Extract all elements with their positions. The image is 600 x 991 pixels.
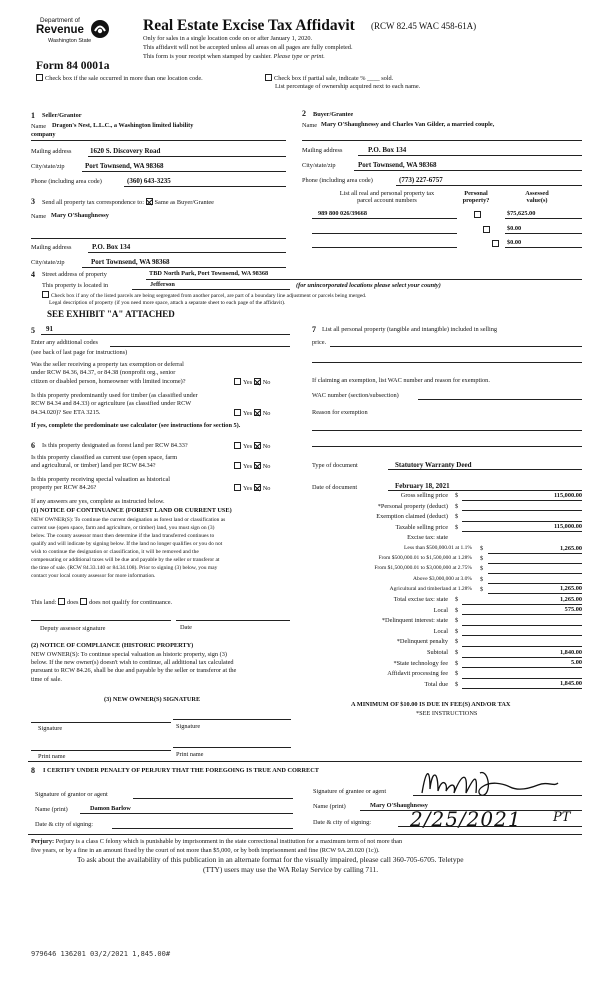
divider: [462, 657, 582, 658]
tax-line-amount[interactable]: 575.00: [564, 606, 582, 614]
grantee-date-written[interactable]: 2/25/2021: [410, 807, 522, 831]
s6-q2: [31, 454, 177, 471]
dollar-sign: $: [455, 659, 459, 667]
tax-line-label: Above $3,000,000 at 3.0%: [413, 575, 472, 582]
divider: [312, 446, 582, 447]
codes-note: (see back of last page for instructions): [31, 349, 128, 356]
same-as-buyer: Same as Buyer/Grantee: [154, 199, 214, 206]
q-line: Is this property receiving special valuation as historical: [31, 476, 171, 483]
form-title-ref: (RCW 82.45 WAC 458-61A): [371, 21, 477, 31]
checkbox-yes[interactable]: [234, 409, 241, 416]
grantee-date-label: Date & city of signing:: [313, 819, 372, 826]
divider: [146, 279, 582, 280]
this-land-label: This land:: [31, 599, 57, 606]
does-label: does: [66, 599, 79, 606]
tax-line-label: From $500,000.01 to $1,500,000 at 1.28%: [378, 555, 472, 562]
q1-line: citizen or disabled person, homeowner with limited income)?: [31, 377, 186, 385]
checkbox-yes[interactable]: [234, 378, 241, 385]
checkbox-no[interactable]: [254, 378, 261, 385]
personal-header-2: property?: [462, 197, 490, 205]
divider: [112, 828, 293, 829]
s3-mail-label: Mailing address: [31, 244, 72, 251]
partial-sale-check[interactable]: Check box if partial sale, indicate % ____ sold.: [265, 74, 393, 82]
tax-line-amount[interactable]: 115,000.00: [554, 523, 582, 531]
q-line: property per RCW 84.26?: [31, 484, 97, 492]
deputy-signature-label: Deputy assessor signature: [40, 625, 106, 632]
s5-q1: [31, 361, 186, 386]
assessed-value[interactable]: $75,625.00: [507, 210, 536, 217]
signature-label: Signature: [176, 723, 201, 730]
s6-q1-answer[interactable]: [234, 442, 270, 450]
notice-line: pursuant to RCW 84.26, shall be due and payable by the seller or transferor at the: [31, 667, 237, 675]
tax-line-label: Local: [433, 606, 448, 614]
tax-line-amount[interactable]: 1,845.00: [559, 680, 582, 688]
dollar-sign: $: [455, 638, 459, 646]
divider: [31, 750, 171, 751]
tax-line-label: Gross selling price: [400, 492, 448, 499]
tax-line-label: Agricultural and timberland at 1.28%: [389, 585, 472, 592]
grantee-signature-label: Signature of grantee or agent: [313, 788, 387, 795]
s6-note: If any answers are yes, complete as instructed below.: [31, 498, 165, 505]
s5-q2-answer[interactable]: [234, 409, 270, 417]
q2-line: 84.34.020)? See ETA 3215.: [31, 408, 101, 416]
parcel-header-2: parcel account numbers: [357, 197, 417, 205]
s5-q1-answer[interactable]: [234, 378, 270, 386]
no-label: No: [262, 410, 271, 417]
q2-line: RCW 84.34 and 84.33) or agriculture (as classified under RCW: [31, 400, 192, 408]
notice-line: below. If the new owner(s) doesn't wish to continue, all additional tax calculated: [31, 659, 234, 667]
divider: [488, 553, 582, 554]
buyer-name[interactable]: Mary O'Shaughnessy and Charles Van Gilder, a married couple,: [321, 121, 495, 128]
s2-number: 2: [302, 109, 306, 118]
divider: [398, 826, 582, 827]
receipt-note: This form is your receipt when stamped by cashier.: [143, 53, 272, 60]
divider: [82, 171, 286, 172]
dollar-sign: $: [480, 575, 484, 583]
divider: [462, 678, 582, 679]
notice1-text: [31, 516, 225, 580]
washington-seal-icon: [90, 19, 110, 39]
personal-property-checkbox[interactable]: [474, 211, 481, 218]
divider: [418, 399, 582, 400]
dollar-sign: $: [455, 649, 459, 656]
land-use-code[interactable]: 91: [46, 325, 53, 333]
document-type[interactable]: Statutory Warranty Deed: [395, 461, 472, 469]
partial-label: Check box if partial sale, indicate %: [274, 75, 366, 82]
checkbox-yes[interactable]: [234, 442, 241, 449]
checkbox[interactable]: [146, 198, 153, 205]
dollar-sign: $: [455, 523, 459, 531]
divider: [462, 521, 582, 522]
divider: [173, 747, 291, 748]
continuance-row: [31, 598, 172, 606]
wac-label: WAC number (section/subsection): [312, 392, 399, 399]
s5-q2: [31, 392, 198, 417]
buyer-city[interactable]: Port Townsend, WA 98368: [358, 161, 437, 169]
divider: [488, 583, 582, 584]
assessed-value[interactable]: $0.00: [507, 225, 522, 232]
s3-name-label: Name: [31, 213, 47, 220]
grantor-name-label: Name (print): [35, 806, 68, 813]
divider: [133, 798, 293, 799]
checkbox[interactable]: [36, 74, 43, 81]
tax-line-amount[interactable]: 1,840.00: [559, 648, 582, 656]
divider: [462, 625, 582, 626]
assessed-header-1: Assessed: [525, 190, 549, 197]
print-name-label: Print name: [176, 751, 204, 758]
subtitle-2: This affidavit will not be accepted unless all areas on all pages are fully completed.: [143, 44, 353, 51]
tax-line-label: Excise tax: state: [407, 534, 448, 542]
tax-line-label: *Personal property (deduct): [377, 502, 448, 510]
dollar-sign: $: [455, 680, 459, 688]
s6-q2-answer[interactable]: [234, 462, 270, 470]
divider: [462, 510, 582, 511]
tax-line-label: Local: [433, 627, 448, 635]
legal-description-label: Legal description of property (if you need more space, attach a separate sheet to each page of the affidavit).: [49, 300, 286, 306]
seller-phone[interactable]: (360) 643-3235: [127, 177, 171, 185]
segregated-check[interactable]: [42, 291, 366, 299]
agency-name: Revenue: [36, 24, 84, 36]
new-owner-signature-heading: (3) NEW OWNER(S) SIGNATURE: [104, 696, 201, 703]
seller-name[interactable]: Dragon's Nest, L.L.C., a Washington limited liability: [52, 122, 194, 129]
dollar-sign: $: [455, 492, 459, 499]
assessed-value[interactable]: $0.00: [507, 239, 522, 246]
s2-mail-label: Mailing address: [302, 147, 343, 154]
divider: [358, 155, 582, 156]
alt-format-note: To ask about the availability of this publication in an alternate format for the visually impaired, please call 360-705-6705. Teletype: [77, 855, 464, 864]
checkbox-no[interactable]: [254, 462, 261, 469]
print-name-label: Print name: [38, 753, 66, 760]
minimum-due-note: A MINIMUM OF $10.00 IS DUE IN FEE(S) AND/OR TAX: [351, 701, 511, 708]
dollar-sign: $: [480, 565, 484, 573]
yes-label: Yes: [243, 410, 253, 417]
form-title: Real Estate Excise Tax Affidavit: [143, 17, 355, 34]
divider: [462, 635, 582, 636]
s6-q3-answer[interactable]: [234, 484, 270, 492]
notice-line: contact your local county assessor for more information.: [31, 573, 156, 579]
dollar-sign: $: [480, 555, 484, 563]
notice-line: qualify and will indicate by signing below. If the land no longer qualifies or you do not: [31, 541, 223, 547]
buyer-mailing-address[interactable]: P.O. Box 134: [368, 146, 407, 154]
property-address[interactable]: TBD North Park, Port Townsend, WA 98368: [149, 270, 269, 277]
notice-line: the time of sale. (RCW 84.33.140 or 84.34.108). Prior to signing (3) below, you may: [31, 565, 218, 571]
s7-number: 7: [312, 325, 316, 334]
s7-text2: price.: [312, 339, 327, 346]
correspondence-city[interactable]: Port Townsend, WA 98368: [91, 258, 170, 266]
county-note: (for unincorporated locations please select your county): [296, 282, 441, 289]
s3-label: Send all property tax correspondence to:: [42, 199, 144, 206]
no-label: No: [262, 463, 271, 470]
divider: [462, 688, 582, 689]
notice-line: below. The county assessor must then determine if the land transferred continues to: [31, 533, 215, 539]
divider: [413, 795, 582, 796]
checkbox-no[interactable]: [254, 409, 261, 416]
agency-line1: Department of: [40, 17, 80, 24]
s3-city-label: City/state/zip: [31, 259, 65, 266]
notice-line: current use (open space, farm and agriculture, or timber) land, you must sign on (3): [31, 525, 215, 531]
perjury-line1: Perjury is a class C felony which is punishable by imprisonment in the state correctional institution for a maximum term of not more than: [55, 838, 403, 845]
exhibit-a: SEE EXHIBIT "A" ATTACHED: [47, 309, 175, 319]
checkbox[interactable]: [42, 291, 49, 298]
no-label: No: [262, 485, 271, 492]
see-instructions: *SEE INSTRUCTIONS: [416, 710, 478, 717]
correspondence-mailing[interactable]: P.O. Box 134: [92, 243, 131, 251]
perjury-text: [31, 838, 584, 845]
tax-line-label: Taxable selling price: [395, 523, 448, 531]
agency-state: Washington State: [48, 38, 92, 44]
s1-heading: Seller/Grantor: [42, 112, 82, 119]
notice2-title: (2) NOTICE OF COMPLIANCE (HISTORIC PROPERTY): [31, 642, 194, 649]
personal-property-checkbox[interactable]: [483, 226, 490, 233]
personal-col-header: [456, 190, 496, 204]
segregated-label: Check box if any of the listed parcels are being segregated from another parcel, are part of a boundary line adjustment or parcels being merged.: [51, 293, 367, 299]
docdate-label: Date of document: [312, 484, 358, 491]
divider: [505, 247, 582, 248]
form-number: Form 84 0001a: [36, 60, 110, 72]
yes-label: Yes: [243, 485, 253, 492]
divider: [462, 614, 582, 615]
notice-line: time of sale.: [31, 675, 62, 683]
divider: [88, 252, 286, 253]
notice-line: compensating or additional taxes will be due and payable by the seller or transferor at: [31, 557, 220, 563]
assessed-col-header: [512, 190, 562, 204]
divider: [31, 238, 286, 239]
notice-line: wish to continue the designation or classification, it will be removed and the: [31, 549, 199, 555]
s2-heading: Buyer/Grantee: [313, 111, 354, 118]
divider: [31, 722, 171, 723]
divider: [312, 247, 457, 248]
doctype-label: Type of document: [312, 462, 358, 469]
divider: [28, 761, 582, 762]
additional-codes-label: Enter any additional codes: [31, 339, 98, 346]
tax-line-amount[interactable]: 1,265.00: [559, 595, 582, 603]
multi-location-check[interactable]: [36, 74, 203, 82]
s2-phone-label: Phone (including area code): [302, 177, 373, 184]
q-line: and agricultural, or timber) land per RCW 84.34?: [31, 462, 156, 470]
tax-line-label: Total due: [424, 680, 448, 688]
divider: [330, 346, 582, 347]
seller-name-line2[interactable]: company: [31, 131, 56, 138]
s8-number: 8: [31, 766, 35, 775]
buyer-phone[interactable]: (773) 227-6757: [399, 176, 443, 184]
yes-label: Yes: [243, 379, 253, 386]
seller-city[interactable]: Port Townsend, WA 98368: [85, 162, 164, 170]
dollar-sign: $: [455, 502, 459, 510]
no-label: No: [262, 379, 271, 386]
dollar-sign: $: [455, 670, 459, 678]
s3-number: 3: [31, 197, 35, 206]
s5-number: 5: [31, 326, 35, 335]
divider: [312, 218, 457, 219]
q1-line: under RCW 84.36, 84.37, or 84.38 (nonprofit org., senior: [31, 369, 176, 377]
divider: [312, 233, 457, 234]
s6-number: 6: [31, 441, 35, 450]
s5-note: If yes, complete the predominate use calculator (see instructions for section 5).: [31, 422, 241, 429]
property-county[interactable]: Jefferson: [150, 281, 175, 288]
checkbox-no[interactable]: [254, 484, 261, 491]
s1-name-label: Name: [31, 123, 47, 130]
yes-label: Yes: [243, 443, 253, 450]
seller-mailing-address[interactable]: 1620 S. Discovery Road: [90, 147, 161, 155]
divider: [488, 563, 582, 564]
divider: [176, 620, 290, 621]
divider: [354, 170, 582, 171]
parcel-col-header: [312, 190, 462, 204]
s6-q1: Is this property designated as forest land per RCW 84.33?: [42, 442, 188, 449]
s4-label: Street address of property: [42, 271, 107, 278]
dor-logo: [36, 17, 114, 53]
divider: [302, 140, 582, 141]
divider: [388, 469, 582, 470]
reason-label: Reason for exemption: [312, 409, 368, 416]
q2-line: Is this property predominantly used for timber (as classified under: [31, 392, 198, 399]
certification: I CERTIFY UNDER PENALTY OF PERJURY THAT THE FOREGOING IS TRUE AND CORRECT: [43, 767, 319, 774]
checkbox-does-not[interactable]: [80, 598, 87, 605]
exemption-claim-label: If claiming an exemption, list WAC number and reason for exemption.: [312, 377, 490, 384]
subtitle-1: Only for sales in a single location code on or after January 1, 2020.: [143, 35, 313, 42]
divider: [396, 185, 582, 186]
correspondence-name[interactable]: Mary O'Shaughnessy: [51, 212, 109, 219]
checkbox-yes[interactable]: [234, 484, 241, 491]
dollar-sign: $: [480, 545, 484, 552]
perjury-line2: five years, or by a fine in an amount fixed by the court of not more than $5,000, or by both imprisonment and fine (RCW 9A.20.020 (1c)).: [31, 847, 380, 854]
s1-phone-label: Phone (including area code): [31, 178, 102, 185]
tax-line-amount[interactable]: 5.00: [570, 659, 582, 667]
signature-label: Signature: [38, 725, 63, 732]
divider: [132, 289, 290, 290]
divider: [124, 186, 286, 187]
tax-line-amount[interactable]: 1,265.00: [559, 585, 582, 593]
notice2-text: [31, 651, 236, 684]
divider: [173, 719, 291, 720]
checkbox-yes[interactable]: [234, 462, 241, 469]
perjury-label: Perjury:: [31, 838, 55, 845]
dollar-sign: $: [455, 606, 459, 614]
dollar-sign: $: [455, 627, 459, 635]
tax-line-amount[interactable]: 115,000.00: [554, 491, 582, 499]
parcel-number[interactable]: 989 800 026/39668: [318, 210, 367, 217]
checkbox-no[interactable]: [254, 442, 261, 449]
notice-line: NEW OWNER(S): To continue the current designation as forest land or classification as: [31, 517, 226, 523]
tax-line-label: Affidavit processing fee: [387, 670, 448, 678]
divider: [28, 834, 582, 835]
dollar-sign: $: [480, 585, 484, 593]
divider: [462, 500, 582, 501]
deputy-date-label: Date: [180, 624, 192, 631]
personal-header-1: Personal: [464, 190, 488, 197]
divider: [505, 233, 582, 234]
tax-line-label: Total excise tax: state: [393, 596, 448, 603]
tax-line-amount[interactable]: 1,265.00: [559, 544, 582, 552]
s2-name-label: Name: [302, 122, 318, 129]
q-line: Is this property classified as current use (open space, farm: [31, 454, 178, 461]
divider: [462, 646, 582, 647]
ownership-note: List percentage of ownership acquired next to each name.: [275, 83, 421, 90]
no-label: No: [262, 443, 271, 450]
personal-property-checkbox[interactable]: [492, 240, 499, 247]
notice1-title: (1) NOTICE OF CONTINUANCE (FOREST LAND OR CURRENT USE): [31, 507, 232, 514]
divider: [488, 593, 582, 594]
s3-text: [42, 198, 214, 206]
s1-number: 1: [31, 111, 35, 120]
multi-location-label: Check box if the sale occurred in more than one location code.: [45, 75, 203, 82]
document-date[interactable]: February 18, 2021: [395, 482, 450, 490]
s4-number: 4: [31, 270, 35, 279]
dollar-sign: $: [455, 617, 459, 625]
grantee-name-label: Name (print): [313, 803, 346, 810]
type-note: Please type or print.: [273, 53, 325, 60]
notice-line: NEW OWNER(S): To continue special valuation as historic property, sign (3): [31, 651, 228, 658]
dollar-sign: $: [455, 513, 459, 521]
grantor-signature-label: Signature of grantor or agent: [35, 791, 108, 798]
divider: [88, 156, 286, 157]
divider: [312, 362, 582, 363]
tax-line-label: *State technology fee: [393, 659, 448, 667]
checkbox-does[interactable]: [58, 598, 65, 605]
grantor-date-label: Date & city of signing:: [35, 821, 94, 828]
divider: [80, 813, 293, 814]
s2-city-label: City/state/zip: [302, 162, 336, 169]
parcel-header-1: List all real and personal property tax: [339, 190, 435, 197]
assessed-header-2: value(s): [526, 197, 548, 205]
divider: [462, 604, 582, 605]
cashier-stamp: 979646 136201 03/2/2021 1,845.00#: [31, 950, 171, 958]
tax-line-label: Less than $500,000.01 at 1.1%: [404, 545, 472, 551]
tax-line-label: Subtotal: [427, 649, 448, 656]
yes-label: Yes: [243, 463, 253, 470]
s7-text: List all personal property (tangible and intangible) included in selling: [322, 326, 498, 333]
divider: [41, 334, 290, 335]
divider: [82, 267, 286, 268]
s1-city-label: City/state/zip: [31, 163, 65, 170]
divider: [505, 218, 582, 219]
grantee-city-written[interactable]: PT: [553, 810, 571, 825]
tty-note: (TTY) users may use the WA Relay Service by calling 711.: [203, 865, 379, 874]
checkbox[interactable]: [265, 74, 272, 81]
does-not-label: does not qualify for continuance.: [89, 599, 173, 606]
partial-sold-label: sold.: [381, 75, 394, 82]
tax-line-label: *Delinquent interest: state: [381, 617, 448, 625]
divider: [462, 667, 582, 668]
s4-located-label: This property is located in: [42, 282, 109, 289]
s1-mail-label: Mailing address: [31, 148, 72, 155]
tax-line-label: From $1,500,000.01 to $3,000,000 at 2.75%: [374, 565, 472, 572]
q1-line: Was the seller receiving a property tax exemption or deferral: [31, 361, 184, 368]
s6-q3: [31, 476, 170, 493]
tax-line-label: *Delinquent penalty: [396, 638, 448, 646]
dollar-sign: $: [455, 596, 459, 603]
subtitle-3: [143, 53, 325, 60]
divider: [31, 140, 286, 141]
divider: [462, 531, 582, 532]
tax-line-label: Exemption claimed (deduct): [376, 513, 448, 521]
divider: [110, 346, 290, 347]
grantor-print-name[interactable]: Damon Barlow: [90, 805, 131, 812]
divider: [488, 573, 582, 574]
grantee-print-name[interactable]: Mary O'Shaughnessy: [370, 802, 428, 809]
divider: [31, 620, 171, 621]
divider: [312, 430, 582, 431]
